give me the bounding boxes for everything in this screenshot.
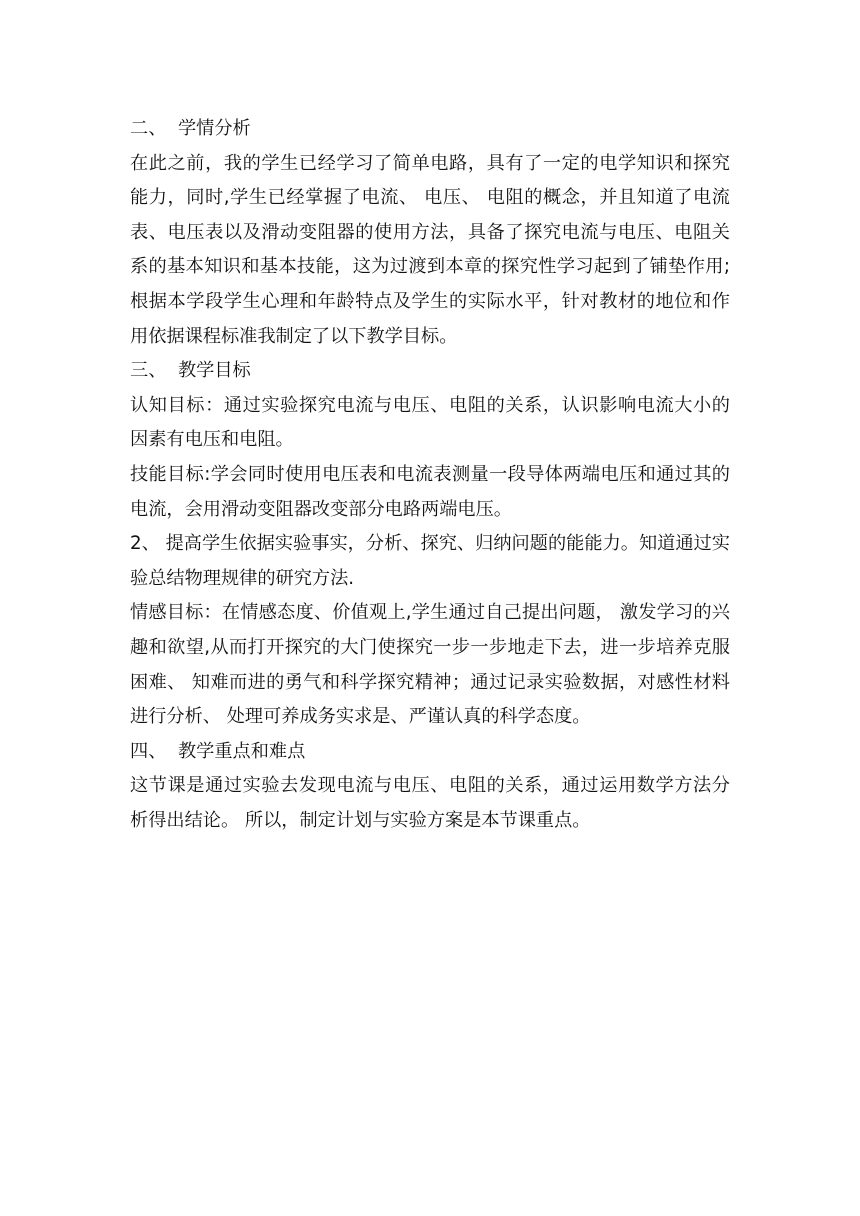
paragraph-cognitive-goal: 认知目标：通过实验探究电流与电压、电阻的关系，认识影响电流大小的因素有电压和电阻。 [130,394,730,451]
document-body [130,112,730,838]
section-heading-teaching-goals: 三、 教学目标 [130,360,251,382]
paragraph-ability-goal: 2、 提高学生依据实验事实，分析、探究、归纳问题的能能力。知道通过实验总结物理规律的研究方法. [130,533,730,589]
section-heading-key-points: 四、 教学重点和难点 [130,740,306,762]
paragraph-learning-analysis: 在此之前，我的学生已经学习了简单电路，具有了一定的电学知识和探究能力，同时,学生已经掌握了电流、 电压、 电阻的概念，并且知道了电流表、电压表以及滑动变阻器的使用方法，具备了探究电流与电压、电阻关系的基本知识和基本技能，这为过渡到本章的探究性学习起到了铺垫作用;根据本学段学生心理和年龄特点及学生的实际水平，针对教材的地位和作用依据课程标准我制定了以下教学目标。 [130,152,730,347]
paragraph-key-points: 这节课是通过实验去发现电流与电压、电阻的关系，通过运用数学方法分析得出结论。 所以，制定计划与实验方案是本节课重点。 [130,775,730,831]
paragraph-emotional-goal: 情感目标：在情感态度、价值观上,学生通过自己提出问题， 激发学习的兴趣和欲望,从而打开探究的大门使探究一步一步地走下去，进一步培养克服困难、 知难而进的勇气和科学探究精神；通过记录实验数据，对感性材料进行分析、 处理可养成务实求是、严谨认真的科学态度。 [130,602,730,728]
paragraph-skill-goal: 技能目标:学会同时使用电压表和电流表测量一段导体两端电压和通过其的电流，会用滑动变阻器改变部分电路两端电压。 [130,463,730,520]
section-heading-learning-analysis: 二、 学情分析 [130,118,251,139]
